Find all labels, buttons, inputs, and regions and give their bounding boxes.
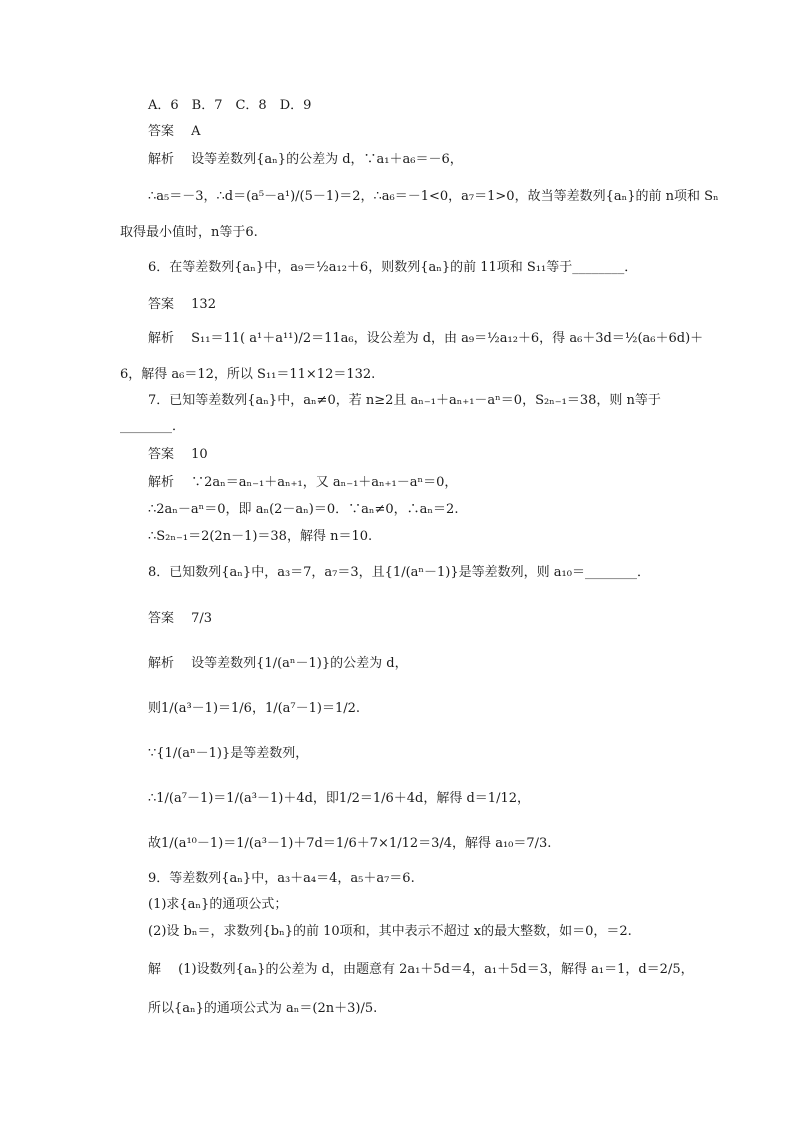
answer-value: 10 (191, 447, 208, 462)
q6-solution-line-2: 6，解得 a₆＝12，所以 S₁₁＝11×12＝132. (120, 367, 376, 382)
q7-stem-line-1: 7．已知等差数列{aₙ}中，aₙ≠0，若 n≥2且 aₙ₋₁＋aₙ₊₁－aⁿ＝0，S₂ₙ₋₁＝38，则 n等于 (148, 393, 661, 408)
q7-solution-line-1: 解析 ∵2aₙ＝aₙ₋₁＋aₙ₊₁，又 aₙ₋₁＋aₙ₊₁－aⁿ＝0， (148, 475, 458, 490)
q9-stem: 9．等差数列{aₙ}中，a₃＋a₄＝4，a₅＋a₇＝6. (148, 871, 415, 886)
answer-value: A (191, 124, 201, 139)
q9-part-1: (1)求{aₙ}的通项公式； (148, 897, 288, 912)
q5-solution-line-1: 解析 设等差数列{aₙ}的公差为 d，∵a₁＋a₆＝－6， (148, 152, 463, 167)
q5-answer (148, 123, 201, 141)
q7-stem-line-2: ________． (120, 419, 186, 434)
answer-label: 答案 (148, 124, 175, 139)
q5-solution-line-3: 取得最小值时，n等于6. (120, 225, 258, 240)
answer-label: 答案 (148, 611, 175, 626)
q7-solution-line-3: ∴S₂ₙ₋₁＝2(2n－1)＝38，解得 n＝10. (148, 529, 373, 544)
solution-label: 解析 (148, 475, 175, 490)
q8-solution-line-5: 故1/(a¹⁰－1)＝1/(a³－1)＋7d＝1/6＋7×1/12＝3/4，解得 a₁₀＝7/3. (148, 836, 552, 851)
solution-label: 解 (148, 962, 162, 977)
q6-stem: 6．在等差数列{aₙ}中，a₉＝½a₁₂＋6，则数列{aₙ}的前 11项和 S₁₁等于________． (148, 260, 638, 275)
q9-solution-line-1: 解 (1)设数列{aₙ}的公差为 d，由题意有 2a₁＋5d＝4，a₁＋5d＝3，解得 a₁＝1，d＝2/5， (148, 962, 694, 977)
answer-label: 答案 (148, 447, 175, 462)
q6-solution-line-1: 解析 S₁₁＝11( a¹＋a¹¹)/2＝11a₆，设公差为 d，由 a₉＝½a₁₂＋6，得 a₆＋3d＝½(a₆＋6d)＋ (148, 331, 704, 346)
answer-value: 7/3 (191, 611, 213, 626)
answer-value: 132 (191, 297, 216, 312)
q7-answer (148, 446, 208, 464)
q8-stem: 8．已知数列{aₙ}中，a₃＝7，a₇＝3，且{1/(aⁿ－1)}是等差数列，则 a₁₀＝________． (148, 565, 650, 580)
q8-solution-line-4: ∴1/(a⁷－1)＝1/(a³－1)＋4d，即1/2＝1/6＋4d，解得 d＝1/12， (148, 791, 531, 806)
q7-solution-line-2: ∴2aₙ－aⁿ＝0，即 aₙ(2－aₙ)＝0．∵aₙ≠0，∴aₙ＝2. (148, 502, 459, 517)
q8-solution-line-3: ∵{1/(aⁿ－1)}是等差数列， (148, 746, 309, 761)
q6-answer (148, 296, 216, 314)
answer-label: 答案 (148, 297, 175, 312)
q5-solution-line-2: ∴a₅＝－3，∴d＝(a⁵－a¹)/(5－1)＝2，∴a₆＝－1<0，a₇＝1>0，故当等差数列{aₙ}的前 n项和 Sₙ (148, 189, 719, 204)
q9-solution-line-2: 所以{aₙ}的通项公式为 aₙ＝(2n＋3)/5. (148, 1001, 378, 1016)
solution-label: 解析 (148, 656, 175, 671)
q5-options: A．6 B．7 C．8 D．9 (148, 98, 312, 113)
q9-part-2: (2)设 bₙ＝，求数列{bₙ}的前 10项和，其中表示不超过 x的最大整数，如＝0，＝2. (148, 924, 632, 939)
q8-solution-line-1: 解析 设等差数列{1/(aⁿ－1)}的公差为 d， (148, 656, 408, 671)
solution-label: 解析 (148, 331, 175, 346)
solution-label: 解析 (148, 152, 175, 167)
q8-solution-line-2: 则1/(a³－1)＝1/6，1/(a⁷－1)＝1/2. (148, 701, 361, 716)
q8-answer (148, 610, 212, 628)
